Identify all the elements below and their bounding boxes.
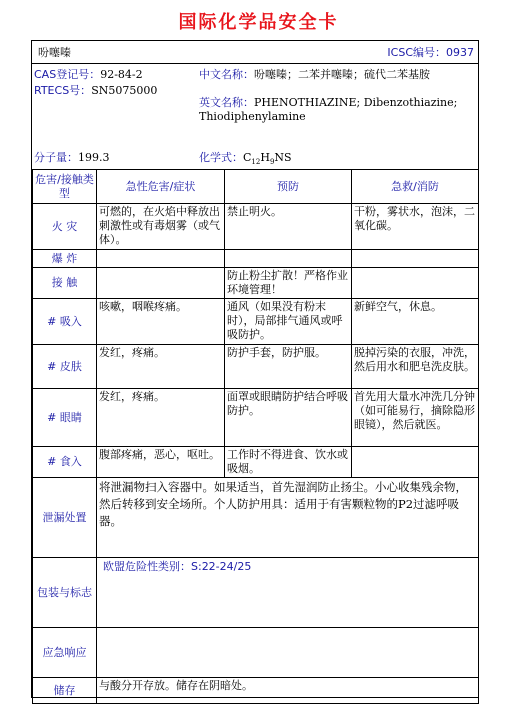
mw-label: 分子量：: [34, 151, 78, 164]
row-prevention: 禁止明火。: [225, 204, 352, 250]
row-first-aid: 干粉，雾状水，泡沫，二氧化碳。: [352, 204, 479, 250]
formula-part: C: [243, 151, 252, 164]
spill-row: [33, 478, 479, 558]
row-prevention: [225, 250, 352, 268]
eu-label: 欧盟危险性类别：: [103, 560, 191, 573]
formula-label: 化学式：: [199, 151, 243, 164]
table-row: [33, 299, 479, 345]
cn-label: 中文名称：: [199, 68, 254, 81]
row-type: # 皮肤: [33, 345, 97, 389]
cn-value: 吩噻嗪；二苯并噻嗪；硫代二苯基胺: [254, 68, 430, 81]
row-first-aid: [352, 268, 479, 299]
row-symptoms: 咳嗽，咽喉疼痛。: [97, 299, 225, 345]
english-name-cont: Thiodiphenylamine: [199, 110, 306, 123]
row-type: 爆 炸: [33, 250, 97, 268]
row-prevention: 通风（如果没有粉末时），局部排气通风或呼吸防护。: [225, 299, 352, 345]
row-prevention: 面罩或眼睛防护结合呼吸防护。: [225, 389, 352, 447]
row-symptoms: 可燃的，在火焰中释放出刺激性或有毒烟雾（或气体）。: [97, 204, 225, 250]
divider: [32, 63, 478, 64]
emergency-row: [33, 628, 479, 678]
en-label: 英文名称：: [199, 96, 254, 109]
header-symptoms: 急性危害/症状: [97, 170, 225, 204]
table-header-row: [33, 170, 479, 204]
row-type: # 吸入: [33, 299, 97, 345]
rtecs-number: [34, 84, 157, 98]
card-title: 国际化学品安全卡: [178, 12, 339, 33]
table-row: [33, 345, 479, 389]
table-row: [33, 250, 479, 268]
rtecs-label: RTECS号：: [34, 84, 92, 97]
chinese-name: [199, 68, 430, 82]
row-type: 接 触: [33, 268, 97, 299]
eu-value: S:22-24/25: [191, 560, 252, 573]
safety-card: [31, 40, 479, 698]
spill-text: 将泄漏物扫入容器中。如果适当，首先湿润防止扬尘。小心收集残余物，然后转移到安全场所。个人防护用具：适用于有害颗粒物的P2过滤呼吸器。: [97, 478, 479, 558]
row-prevention: 工作时不得进食、饮水或吸烟。: [225, 447, 352, 478]
row-symptoms: 发红，疼痛。: [97, 345, 225, 389]
storage-label: 储存: [33, 678, 97, 704]
table-row: [33, 268, 479, 299]
row-first-aid: [352, 447, 479, 478]
row-type: 火 灾: [33, 204, 97, 250]
formula-sub: 9: [269, 158, 275, 166]
row-type: # 食入: [33, 447, 97, 478]
packaging-cell: [97, 558, 479, 628]
icsc-number: ICSC编号：0937: [387, 46, 474, 59]
row-type: # 眼睛: [33, 389, 97, 447]
cas-number: [34, 68, 143, 82]
table-row: [33, 447, 479, 478]
rtecs-value: SN5075000: [91, 84, 158, 97]
row-symptoms: 腹部疼痛，恶心，呕吐。: [97, 447, 225, 478]
row-symptoms: [97, 268, 225, 299]
chemical-formula: [199, 151, 292, 169]
english-name: [199, 96, 457, 110]
molecular-weight: [34, 151, 110, 165]
storage-text: 与酸分开存放。储存在阴暗处。: [97, 678, 479, 704]
row-prevention: 防止粉尘扩散！严格作业环境管理！: [225, 268, 352, 299]
header-prevention: 预防: [225, 170, 352, 204]
row-prevention: 防护手套，防护服。: [225, 345, 352, 389]
table-row: [33, 389, 479, 447]
row-symptoms: [97, 250, 225, 268]
formula-part: NS: [274, 151, 292, 164]
hazard-table: [32, 169, 479, 704]
cas-label: CAS登记号：: [34, 68, 101, 81]
cas-value: 92-84-2: [100, 68, 143, 81]
spill-label: 泄漏处置: [33, 478, 97, 558]
formula-sub: 12: [251, 158, 261, 166]
row-first-aid: 脱掉污染的衣服，冲洗，然后用水和肥皂洗皮肤。: [352, 345, 479, 389]
row-symptoms: 发红，疼痛。: [97, 389, 225, 447]
en-value: PHENOTHIAZINE; Dibenzothiazine;: [254, 96, 458, 109]
formula-part: H: [260, 151, 270, 164]
row-first-aid: [352, 250, 479, 268]
storage-row: [33, 678, 479, 704]
packaging-row: [33, 558, 479, 628]
emergency-text: [97, 628, 479, 678]
packaging-label: 包装与标志: [33, 558, 97, 628]
row-first-aid: 首先用大量水冲洗几分钟（如可能易行，摘除隐形眼镜），然后就医。: [352, 389, 479, 447]
header-first-aid: 急救/消防: [352, 170, 479, 204]
row-first-aid: 新鲜空气，休息。: [352, 299, 479, 345]
header-type: 危害/接触类型: [33, 170, 97, 204]
emergency-label: 应急响应: [33, 628, 97, 678]
chemical-name: 吩噻嗪: [38, 46, 71, 59]
table-row: [33, 204, 479, 250]
mw-value: 199.3: [78, 151, 110, 164]
